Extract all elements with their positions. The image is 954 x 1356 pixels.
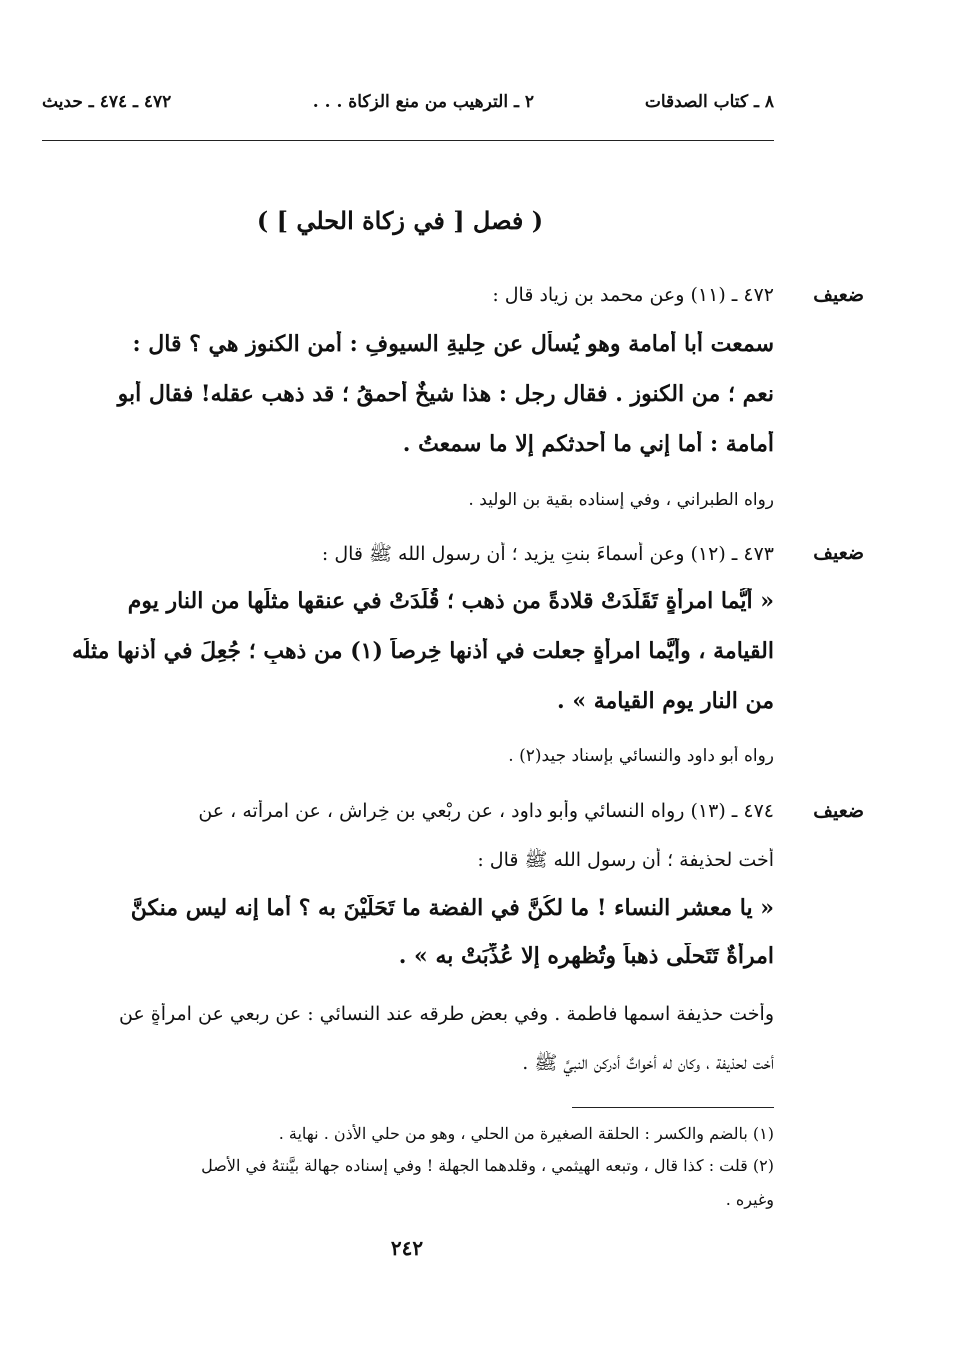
header-chapter-title: ٢ ـ الترهيب من منع الزكاة . . . <box>312 92 534 112</box>
hadith-note-line: وأخت حذيفة اسمها فاطمة . وفي بعض طرقه عند النسائي : عن ربعي عن امرأةٍ عن <box>118 1003 774 1025</box>
footnote-2: (٢) قلت : كذا قال ، وتبعه الهيثمي ، وقلدهما الجهلة ! وفي إسناده جهالة بيَّنتهُ في الأصل <box>201 1156 774 1175</box>
hadith-text-line: القيامة ، وأيَّما امرأةٍ جعلت في أذنها خِرصاً (١) من ذهبٍ ؛ جُعِلَ في أذنها مثلُه <box>71 638 774 664</box>
hadith-text-line: « أيُّما امرأةٍ تَقَلَّدَتْ قلادةً من ذهب ؛ قُلِّدَتْ في عنقها مثلَها من النار يوم <box>127 588 774 614</box>
hadith-grade: ضعيف <box>813 284 864 306</box>
hadith-intro: ٤٧٣ ـ (١٢) وعن أسماءَ بنتِ يزيد ؛ أن رسول الله ﷺ قال : <box>321 543 774 565</box>
hadith-text-line: امرأةٌ تَتَحلَّى ذهباً وتُظهره إلا عُذِّبَتْ به » . <box>398 943 774 969</box>
hadith-intro: ٤٧٢ ـ (١١) وعن محمد بن زياد قال : <box>492 284 774 306</box>
hadith-text-line: « يا معشر النساء ! ما لكُنَّ في الفضة ما تَحَلَّيْنَ به ؟ أما إنه ليس منكنَّ <box>130 895 774 921</box>
section-title: ( فصل [ في زكاة الحلي ] ) <box>256 206 544 235</box>
hadith-grade: ضعيف <box>813 542 864 564</box>
footnote-divider <box>572 1107 774 1108</box>
header-hadith-range: ٤٧٢ ـ ٤٧٤ ـ حديث <box>42 92 172 112</box>
footnote-2-continued: وغيره . <box>725 1190 774 1209</box>
hadith-text-line: نعم ؛ من الكنوز . فقال رجل : هذا شيخٌ أحمقُ ؛ قد ذهب عقله! فقال أَبو <box>117 381 774 407</box>
hadith-intro: ٤٧٤ ـ (١٣) رواه النسائي وأبو داود ، عن رِبْعي بن خِراش ، عن امرأته ، عن <box>198 800 774 822</box>
hadith-intro: أخت لحذيفة ؛ أن رسول الله ﷺ قال : <box>477 849 774 871</box>
page-number: ٢٤٢ <box>390 1236 424 1260</box>
footnote-1: (١) بالضم والكسر : الحلقة الصغيرة من الحلي ، وهو من حلي الأذن . نهاية . <box>278 1124 774 1143</box>
hadith-source: رواه أبو داود والنسائي بإسناد جيد(٢) . <box>508 746 774 766</box>
header-book-title: ٨ ـ كتاب الصدقات <box>644 92 774 112</box>
hadith-grade: ضعيف <box>813 800 864 822</box>
hadith-source: رواه الطبراني ، وفي إسناده بقية بن الوليد . <box>468 490 774 510</box>
hadith-note-line: أخت لحذيفة ، وكان له أخواتٌ أدركن النبيَّ ﷺ . <box>522 1052 774 1074</box>
header-divider <box>42 140 774 141</box>
hadith-text-line: أمامة : أما إني ما أحدثكم إلا ما سمعتُ . <box>402 431 774 457</box>
hadith-text-line: من النار يوم القيامة » . <box>557 688 774 714</box>
hadith-text-line: سمعت أبا أمامة وهو يُسأل عن حِليةِ السيوفِ : أمن الكنوز هي ؟ قال : <box>132 331 774 357</box>
